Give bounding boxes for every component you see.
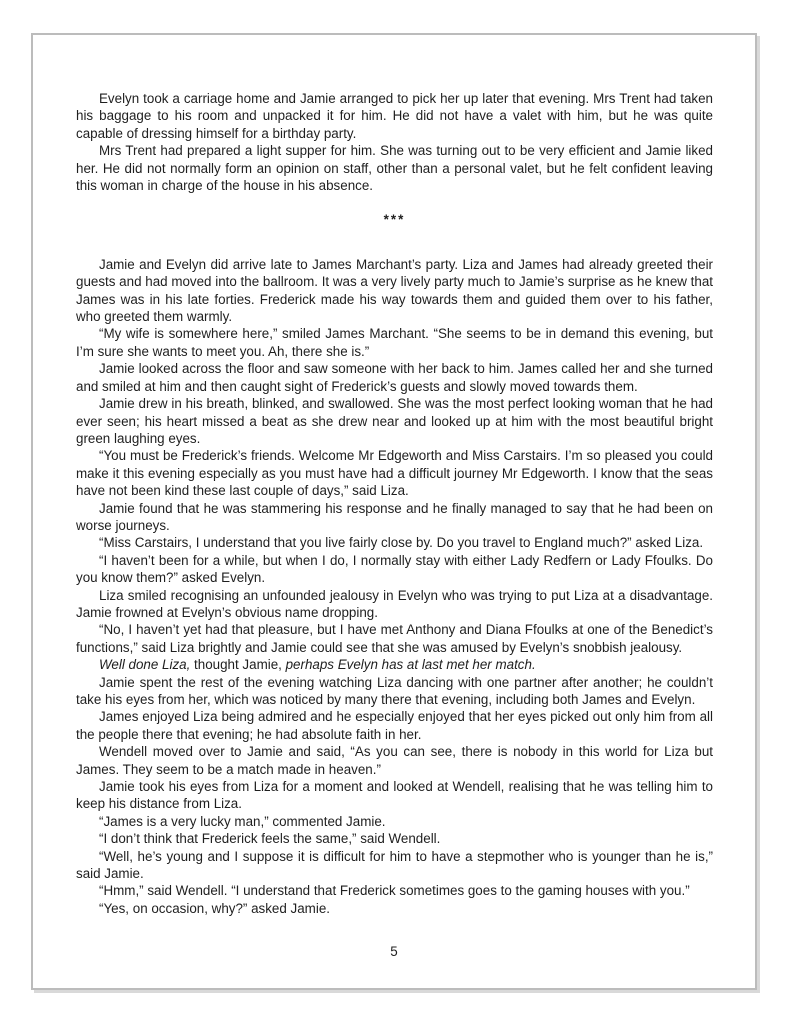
- paragraph: “James is a very lucky man,” commented Jamie.: [99, 813, 386, 829]
- paragraph: Jamie drew in his breath, blinked, and swallowed. She was the most perfect looking woman that he had ever seen; his heart missed a beat as she drew near and looked up at him with the most beautiful bright green laughing eyes.: [76, 396, 713, 446]
- page-number: 5: [390, 943, 398, 959]
- paragraph: “Hmm,” said Wendell. “I understand that Frederick sometimes goes to the gaming houses with you.”: [99, 883, 690, 899]
- paragraph: Jamie and Evelyn did arrive late to James Marchant’s party. Liza and James had already greeted their guests and had moved into the ballroom. It was a very lively party much to Jamie’s surprise as he knew that James was in his late forties. Frederick made his way towards them and guided them over to his father, who greeted them warmly.: [76, 256, 713, 325]
- paragraph: “Well, he’s young and I suppose it is difficult for him to have a stepmother who is younger than he is,” said Jamie.: [76, 848, 713, 882]
- paragraph: “No, I haven’t yet had that pleasure, but I have met Anthony and Diana Ffoulks at one of the Benedict’s functions,” said Liza brightly and Jamie could see that she was amused by Evelyn’s snobbish jealousy.: [76, 622, 713, 655]
- italic-text-segment: Well done Liza,: [99, 657, 191, 673]
- paragraph: Liza smiled recognising an unfounded jealousy in Evelyn who was trying to put Liza at a disadvantage. Jamie frowned at Evelyn’s obvious name dropping.: [76, 587, 713, 620]
- page: [31, 33, 757, 990]
- paragraph: Jamie looked across the floor and saw someone with her back to him. James called her and she turned and smiled at him and then caught sight of Frederick’s guests and slowly moved towards them.: [76, 361, 713, 394]
- paragraph: “My wife is somewhere here,” smiled James Marchant. “She seems to be in demand this evening, but I’m sure she wants to meet you. Ah, there she is.”: [76, 326, 713, 359]
- paragraph: James enjoyed Liza being admired and he especially enjoyed that her eyes picked out only him from all the people there that evening; he had absolute faith in her.: [76, 709, 713, 742]
- paragraph: Jamie spent the rest of the evening watching Liza dancing with one partner after another; he couldn’t take his eyes from her, which was noticed by many there that evening, including both James and Evelyn.: [76, 674, 713, 707]
- paragraph: “You must be Frederick’s friends. Welcome Mr Edgeworth and Miss Carstairs. I’m so pleased you could make it this evening especially as you must have had a difficult journey Mr Edgeworth. I know that the seas have not been kind these last couple of days,” said Liza.: [76, 448, 713, 499]
- paragraph: “I haven’t been for a while, but when I do, I normally stay with either Lady Redfern or Lady Ffoulks. Do you know them?” asked Evelyn.: [76, 552, 713, 586]
- paragraph: “Yes, on occasion, why?” asked Jamie.: [99, 900, 330, 916]
- paragraph: “I don’t think that Frederick feels the same,” said Wendell.: [99, 831, 441, 847]
- paragraph: Wendell moved over to Jamie and said, “As you can see, there is nobody in this world for Liza but James. They seem to be a match made in heaven.”: [76, 744, 713, 777]
- section-separator: ***: [383, 212, 406, 228]
- paragraph: “Miss Carstairs, I understand that you live fairly close by. Do you travel to England much?” asked Liza.: [99, 535, 704, 551]
- paragraph: Jamie took his eyes from Liza for a moment and looked at Wendell, realising that he was telling him to keep his distance from Liza.: [76, 779, 713, 812]
- paragraph: Mrs Trent had prepared a light supper for him. She was turning out to be very efficient and Jamie liked her. He did not normally form an opinion on staff, other than a personal valet, but he felt confident leaving this woman in charge of the house in his absence.: [76, 143, 713, 194]
- page-text: [76, 90, 713, 917]
- italic-text-segment: perhaps Evelyn has at last met her match.: [285, 657, 536, 673]
- paragraph: Jamie found that he was stammering his response and he finally managed to say that he had been on worse journeys.: [76, 500, 713, 533]
- text-segment: thought Jamie,: [190, 657, 286, 673]
- paragraph: Evelyn took a carriage home and Jamie arranged to pick her up later that evening. Mrs Trent had taken his baggage to his room and unpacked it for him. He did not have a valet with him, but he was quite capable of dressing himself for a birthday party.: [76, 91, 713, 141]
- paragraph: [76, 656, 713, 673]
